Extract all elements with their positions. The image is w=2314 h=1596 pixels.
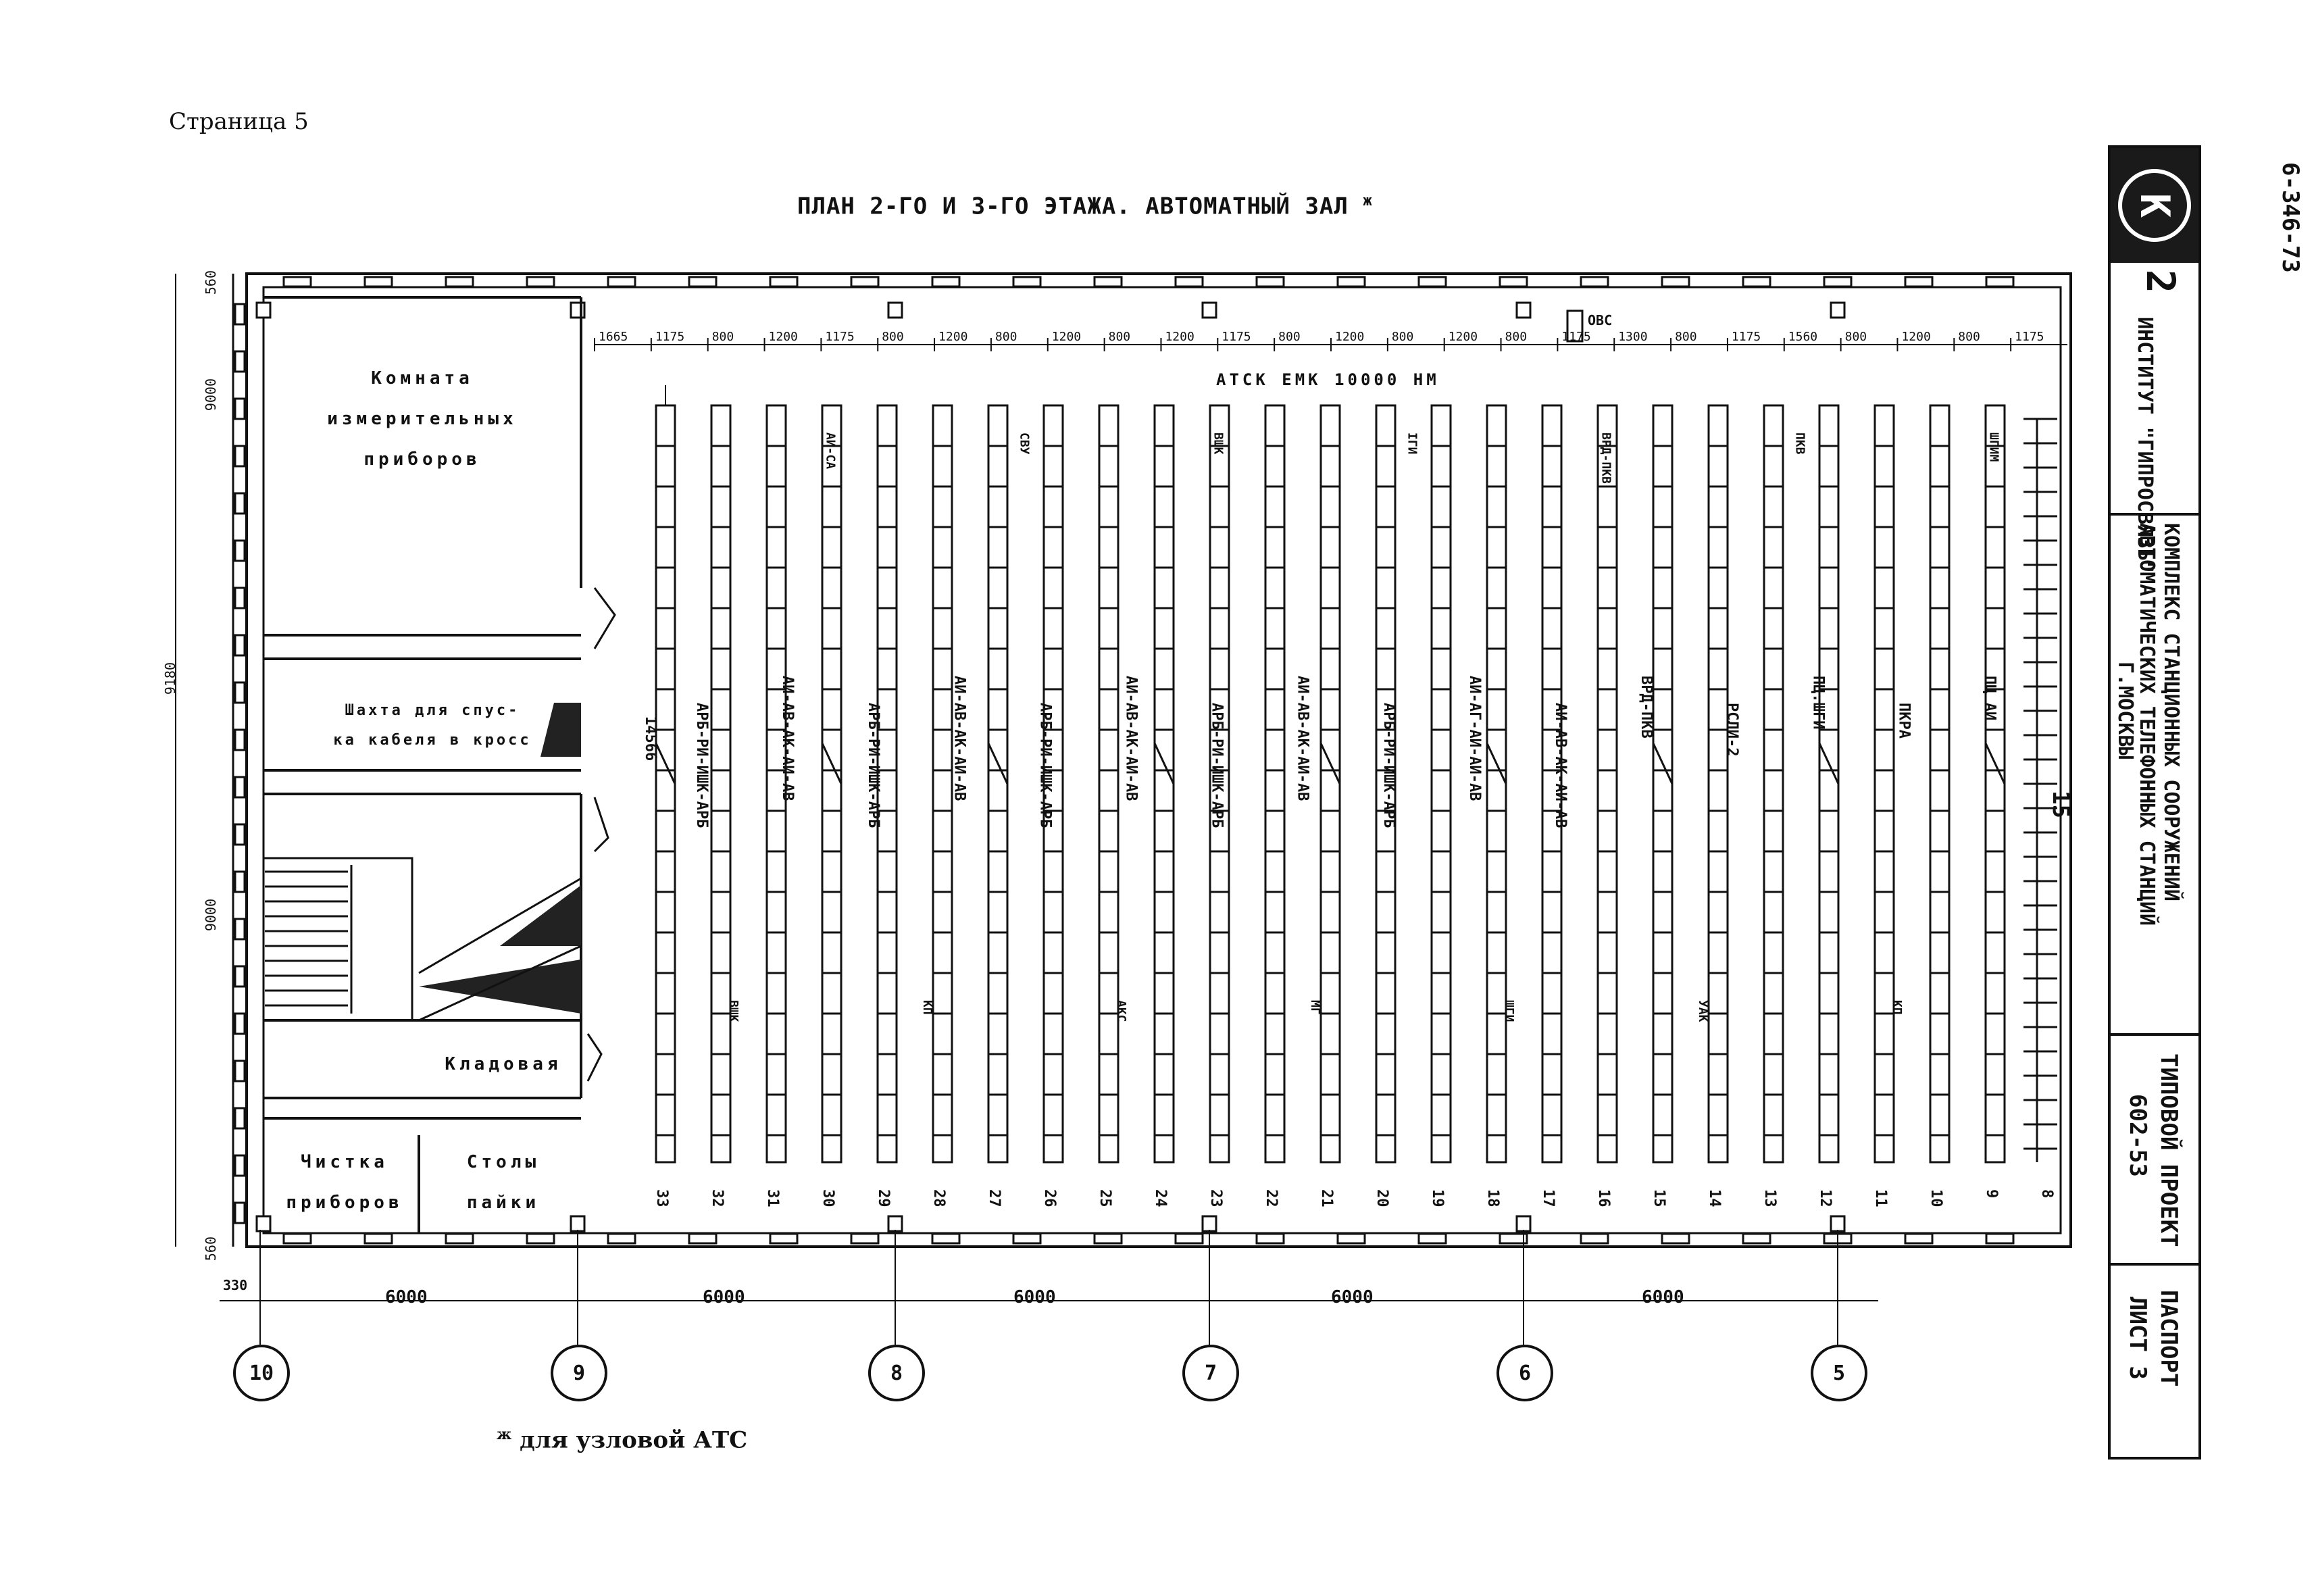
column [1203,303,1216,318]
rack-label: ПЦ АИ [1981,676,1998,721]
row-number: 30 [820,1189,836,1207]
rack-frame [1487,405,1506,1162]
rack-frame [1819,405,1838,1162]
row-number: 31 [764,1189,781,1207]
dim-label: 1175 [2015,330,2044,344]
window-mark [1905,277,1932,286]
dim-label: 800 [1278,330,1301,344]
window-mark [1095,277,1122,286]
row-number: 29 [875,1189,892,1207]
rack-frame [988,405,1007,1162]
rack-small-label: КП [1890,1000,1905,1015]
window-mark [1176,1234,1203,1243]
room-line: Чистка [301,1152,388,1172]
axis-marker: 8 [868,1345,925,1401]
dim-label: 9000 [203,899,219,932]
window-mark [235,777,245,797]
row-number: 26 [1041,1189,1058,1207]
ovs-label: ОВС [1588,312,1613,328]
complex-title-1: КОМПЛЕКС СТАНЦИОННЫХ СООРУЖЕНИЙ [2159,523,2183,901]
row-number: 16 [1595,1189,1612,1207]
column [888,1216,902,1231]
window-mark [608,1234,635,1243]
window-mark [1419,277,1446,286]
window-mark [365,277,392,286]
window-mark [1257,1234,1284,1243]
row-number: 13 [1761,1189,1778,1207]
window-mark [235,351,245,372]
window-mark [235,304,245,324]
divider [2111,513,2198,516]
rack-frame [1986,405,2005,1162]
rack-small-label: АИ-СА [823,432,838,470]
window-mark [235,1108,245,1128]
divider [2111,1263,2198,1266]
row-number: 19 [1429,1189,1446,1207]
window-mark [235,588,245,608]
rack-frame [1653,405,1672,1162]
row-number: 8 [2038,1189,2055,1199]
title-block [2108,145,2201,1460]
rack-label: РСЛИ-2 [1724,703,1741,757]
dim-label: 6000 [1331,1287,1374,1307]
window-mark [235,919,245,939]
institute-name: ИНСТИТУТ "ГИПРОСВЯЗЬ" [2133,317,2157,574]
rack-small-label: ШГИ [1502,1000,1517,1022]
window-mark [235,682,245,703]
soldering-label [426,1142,581,1223]
row-number: 15 [1651,1189,1667,1207]
window-mark [932,1234,959,1243]
column [1203,1216,1216,1231]
rack-label: АИ-АВ-АК-АИ-АВ [779,676,797,801]
dim-label: 800 [1108,330,1131,344]
column [1517,303,1530,318]
window-mark [1581,1234,1608,1243]
rack-label: ПЦ.ШГИ [1809,676,1827,730]
column [1831,303,1844,318]
row-number: 22 [1263,1189,1280,1207]
window-mark [1500,277,1527,286]
dim-label: 800 [711,330,734,344]
rack-row [1653,405,1672,1162]
dim-label: 6000 [1013,1287,1056,1307]
axis-marker: 6 [1496,1345,1553,1401]
dim-label: 1560 [1788,330,1818,344]
window-mark [1662,277,1689,286]
rack-label: ВРД-ПКВ [1638,676,1655,739]
window-mark [608,277,635,286]
room-line: измерительных [327,409,518,429]
window-mark [1986,277,2013,286]
dim-label: 1200 [1335,330,1365,344]
rack-frame [1875,405,1894,1162]
window-mark [1581,277,1608,286]
rack-small-label: ПКВ [1792,432,1807,455]
project-number: 602-53 [2124,1094,2151,1177]
window-mark [1013,1234,1040,1243]
rack-frame [1764,405,1783,1162]
row-number: 11 [1872,1189,1889,1207]
dim-label: 1175 [655,330,685,344]
rack-small-label: АКС [1114,1000,1129,1022]
axis-marker: 7 [1182,1345,1239,1401]
dim-label: 1200 [1901,330,1931,344]
row-number: 32 [709,1189,726,1207]
footnote-text: для узловой АТС [520,1426,748,1454]
row-number: 25 [1097,1189,1113,1207]
rack-row [711,405,730,1162]
room-line: Шахта для спус- [345,702,520,719]
window-mark [1013,277,1040,286]
rack-label: АИ-АВ-АК-АИ-АВ [1294,676,1311,801]
rack-frame [1099,405,1118,1162]
plan-title-text: ПЛАН 2-ГО И 3-ГО ЭТАЖА. АВТОМАТНЫЙ ЗАЛ [797,193,1349,220]
room-line: пайки [466,1193,540,1213]
rack-frame [1598,405,1617,1162]
window-mark [1986,1234,2013,1243]
rack-label: АРБ-РИ-ИШК-АРБ [1036,703,1054,828]
window-mark [770,277,797,286]
window-mark [1095,1234,1122,1243]
row-number: 23 [1207,1189,1224,1207]
rack-row [1986,405,2005,1162]
row-number: 9 [1983,1189,2000,1199]
window-mark [284,277,311,286]
window-mark [284,1234,311,1243]
hall-caption: АТСК ЕМК 10000 НМ [1216,370,1440,389]
measurement-room-label [270,358,574,480]
rack-label: АРБ-РИ-ИШК-АРБ [865,703,882,828]
dim-label: 9000 [203,378,219,412]
rack-frame [1432,405,1451,1162]
complex-title-3: Г.МОСКВЫ [2113,662,2137,759]
footnote-mark: ж [497,1426,512,1443]
window-mark [235,1061,245,1081]
rack-row [988,405,1007,1162]
window-mark [235,1014,245,1034]
window-mark [235,730,245,750]
window-mark [1419,1234,1446,1243]
window-mark [235,1155,245,1176]
row-number: 28 [930,1189,947,1207]
window-mark [365,1234,392,1243]
window-mark [235,966,245,987]
window-mark [1257,277,1284,286]
column [257,303,270,318]
rack-row [1155,405,1174,1162]
window-mark [932,277,959,286]
rack-row [1930,405,1949,1162]
rack-row [933,405,952,1162]
row-number: 20 [1374,1189,1390,1207]
doc-id: 6-346-73 [2277,162,2304,273]
cable-shaft-label [284,696,581,755]
dim-label: 1200 [1165,330,1194,344]
rack-label: АРБ-РИ-ИШК-АРБ [693,703,710,828]
rack-frame [822,405,841,1162]
row-number: 14 [1706,1189,1723,1207]
dim-label: 1300 [1618,330,1648,344]
rack-label: АИ-АВ-АК-АИ-АВ [951,676,968,801]
plan-title-mark: ж [1363,193,1373,209]
rack-label: АИ-АВ-АК-АИ-АВ [1552,703,1569,828]
window-mark [1338,1234,1365,1243]
row-number: 24 [1152,1189,1169,1207]
column [1831,1216,1844,1231]
row-number: 10 [1928,1189,1944,1207]
complex-title-2: АВТОМАТИЧЕСКИХ ТЕЛЕФОННЫХ СТАНЦИЙ [2135,523,2159,926]
rack-frame [711,405,730,1162]
dim-label: 560 [203,270,219,295]
rack-frame [1155,405,1174,1162]
window-mark [527,1234,554,1243]
dim-label: 800 [1391,330,1414,344]
dim-label: 800 [1505,330,1528,344]
column [257,1216,270,1231]
row-number: 12 [1817,1189,1834,1207]
rack-row [1875,405,1894,1162]
rack-row [1598,405,1617,1162]
dim-label: 6000 [1642,1287,1684,1307]
window-mark [235,872,245,892]
dim-label: 800 [1844,330,1867,344]
storage-label: Кладовая [445,1054,562,1074]
axis-marker: 9 [551,1345,607,1401]
room-line: Комната [371,368,474,389]
dim-label: 560 [203,1237,219,1262]
dim-label: 1175 [1222,330,1251,344]
rack-frame [656,405,675,1162]
rack-small-label: СВУ [1017,432,1032,455]
rack-label: ПКРА [1895,703,1913,739]
rack-frame [933,405,952,1162]
column [888,303,902,318]
rack-row [1099,405,1118,1162]
rack-small-label: ШГИМ [1986,432,2001,462]
room-line: приборов [286,1193,403,1213]
window-mark [1743,1234,1770,1243]
rack-frame [1709,405,1728,1162]
row-number: 27 [986,1189,1003,1207]
rack-row [822,405,841,1162]
window-mark [1905,1234,1932,1243]
rack-small-label: КП [920,1000,935,1015]
sheet-page-number: 15 [2047,791,2074,818]
window-mark [689,1234,716,1243]
dim-label: 1665 [599,330,628,344]
room-line: ка кабеля в кросс [333,732,532,749]
logo-icon: К [2118,169,2191,242]
column [1517,1216,1530,1231]
window-mark [235,399,245,419]
rack-row [1819,405,1838,1162]
row-number: 33 [653,1189,670,1207]
rack-small-label: ВРД-ПКВ [1599,432,1613,484]
dim-label: 1200 [1448,330,1478,344]
window-mark [1176,277,1203,286]
rack-frame [1265,405,1284,1162]
window-mark [235,1203,245,1223]
rack-row [1321,405,1340,1162]
dim-label: 800 [1958,330,1980,344]
dim-label: 1175 [1561,330,1591,344]
rack-small-label: УАК [1696,1000,1711,1022]
window-mark [1662,1234,1689,1243]
axis-marker: 10 [233,1345,290,1401]
room-line: приборов [363,449,481,470]
rack-frame [1930,405,1949,1162]
rack-label: АРБ-РИ-ИШК-АРБ [1208,703,1226,828]
dim-label: 1200 [768,330,798,344]
window-mark [689,277,716,286]
window-mark [446,1234,473,1243]
page-label: Страница 5 [169,108,309,135]
window-mark [235,493,245,514]
dim-label: 6000 [385,1287,428,1307]
rack-small-label: IГИ [1405,432,1419,455]
staircase [263,858,412,1020]
window-mark [851,1234,878,1243]
dim-label: 1175 [1731,330,1761,344]
rack-row [1265,405,1284,1162]
sheet-number: ЛИСТ 3 [2124,1297,2151,1380]
rack-frame [1321,405,1340,1162]
window-mark [851,277,878,286]
rack-label: АИ-АГ-АИ-АИ-АВ [1465,676,1483,801]
inner-dim: 14566 [642,716,659,762]
rack-row [1764,405,1783,1162]
window-mark [1824,277,1851,286]
logo-block [2111,148,2198,263]
dim-label: 1200 [1051,330,1082,344]
row-number: 18 [1484,1189,1501,1207]
rack-small-label: ВШК [726,1000,741,1022]
rack-small-label: ВШК [1211,432,1226,455]
room-line: Столы [466,1152,540,1172]
doc-type: ПАСПОРТ [2155,1290,2182,1387]
window-mark [235,824,245,845]
rack-row [656,405,675,1162]
rack-row [1487,405,1506,1162]
window-mark [1338,277,1365,286]
dim-label: 800 [882,330,904,344]
axis-marker: 5 [1811,1345,1867,1401]
window-mark [770,1234,797,1243]
dim-label: 330 [223,1277,248,1293]
rack-row [1432,405,1451,1162]
window-mark [235,446,245,466]
window-mark [235,541,245,561]
rack-label: АРБ-РИ-ИШК-АРБ [1380,703,1397,828]
window-mark [1743,277,1770,286]
dim-label: 800 [995,330,1017,344]
rack-label: АИ-АВ-АК-АИ-АВ [1122,676,1140,801]
dim-label: 1200 [938,330,968,344]
window-mark [527,277,554,286]
dim-label: 800 [1675,330,1697,344]
row-number: 21 [1318,1189,1335,1207]
project-label: ТИПОВОЙ ПРОЕКТ [2155,1053,2182,1247]
divider [2111,1033,2198,1036]
rack-row [1709,405,1728,1162]
shaft-diagonals [419,588,615,1081]
logo-number: 2 [2138,270,2184,293]
dim-label: 1175 [825,330,855,344]
cleaning-label [270,1142,419,1223]
dim-label: 6000 [703,1287,745,1307]
window-mark [446,277,473,286]
row-number: 17 [1540,1189,1557,1207]
window-mark [235,635,245,655]
rack-small-label: МГ [1308,1000,1323,1015]
dim-label: 9180 [162,662,178,695]
